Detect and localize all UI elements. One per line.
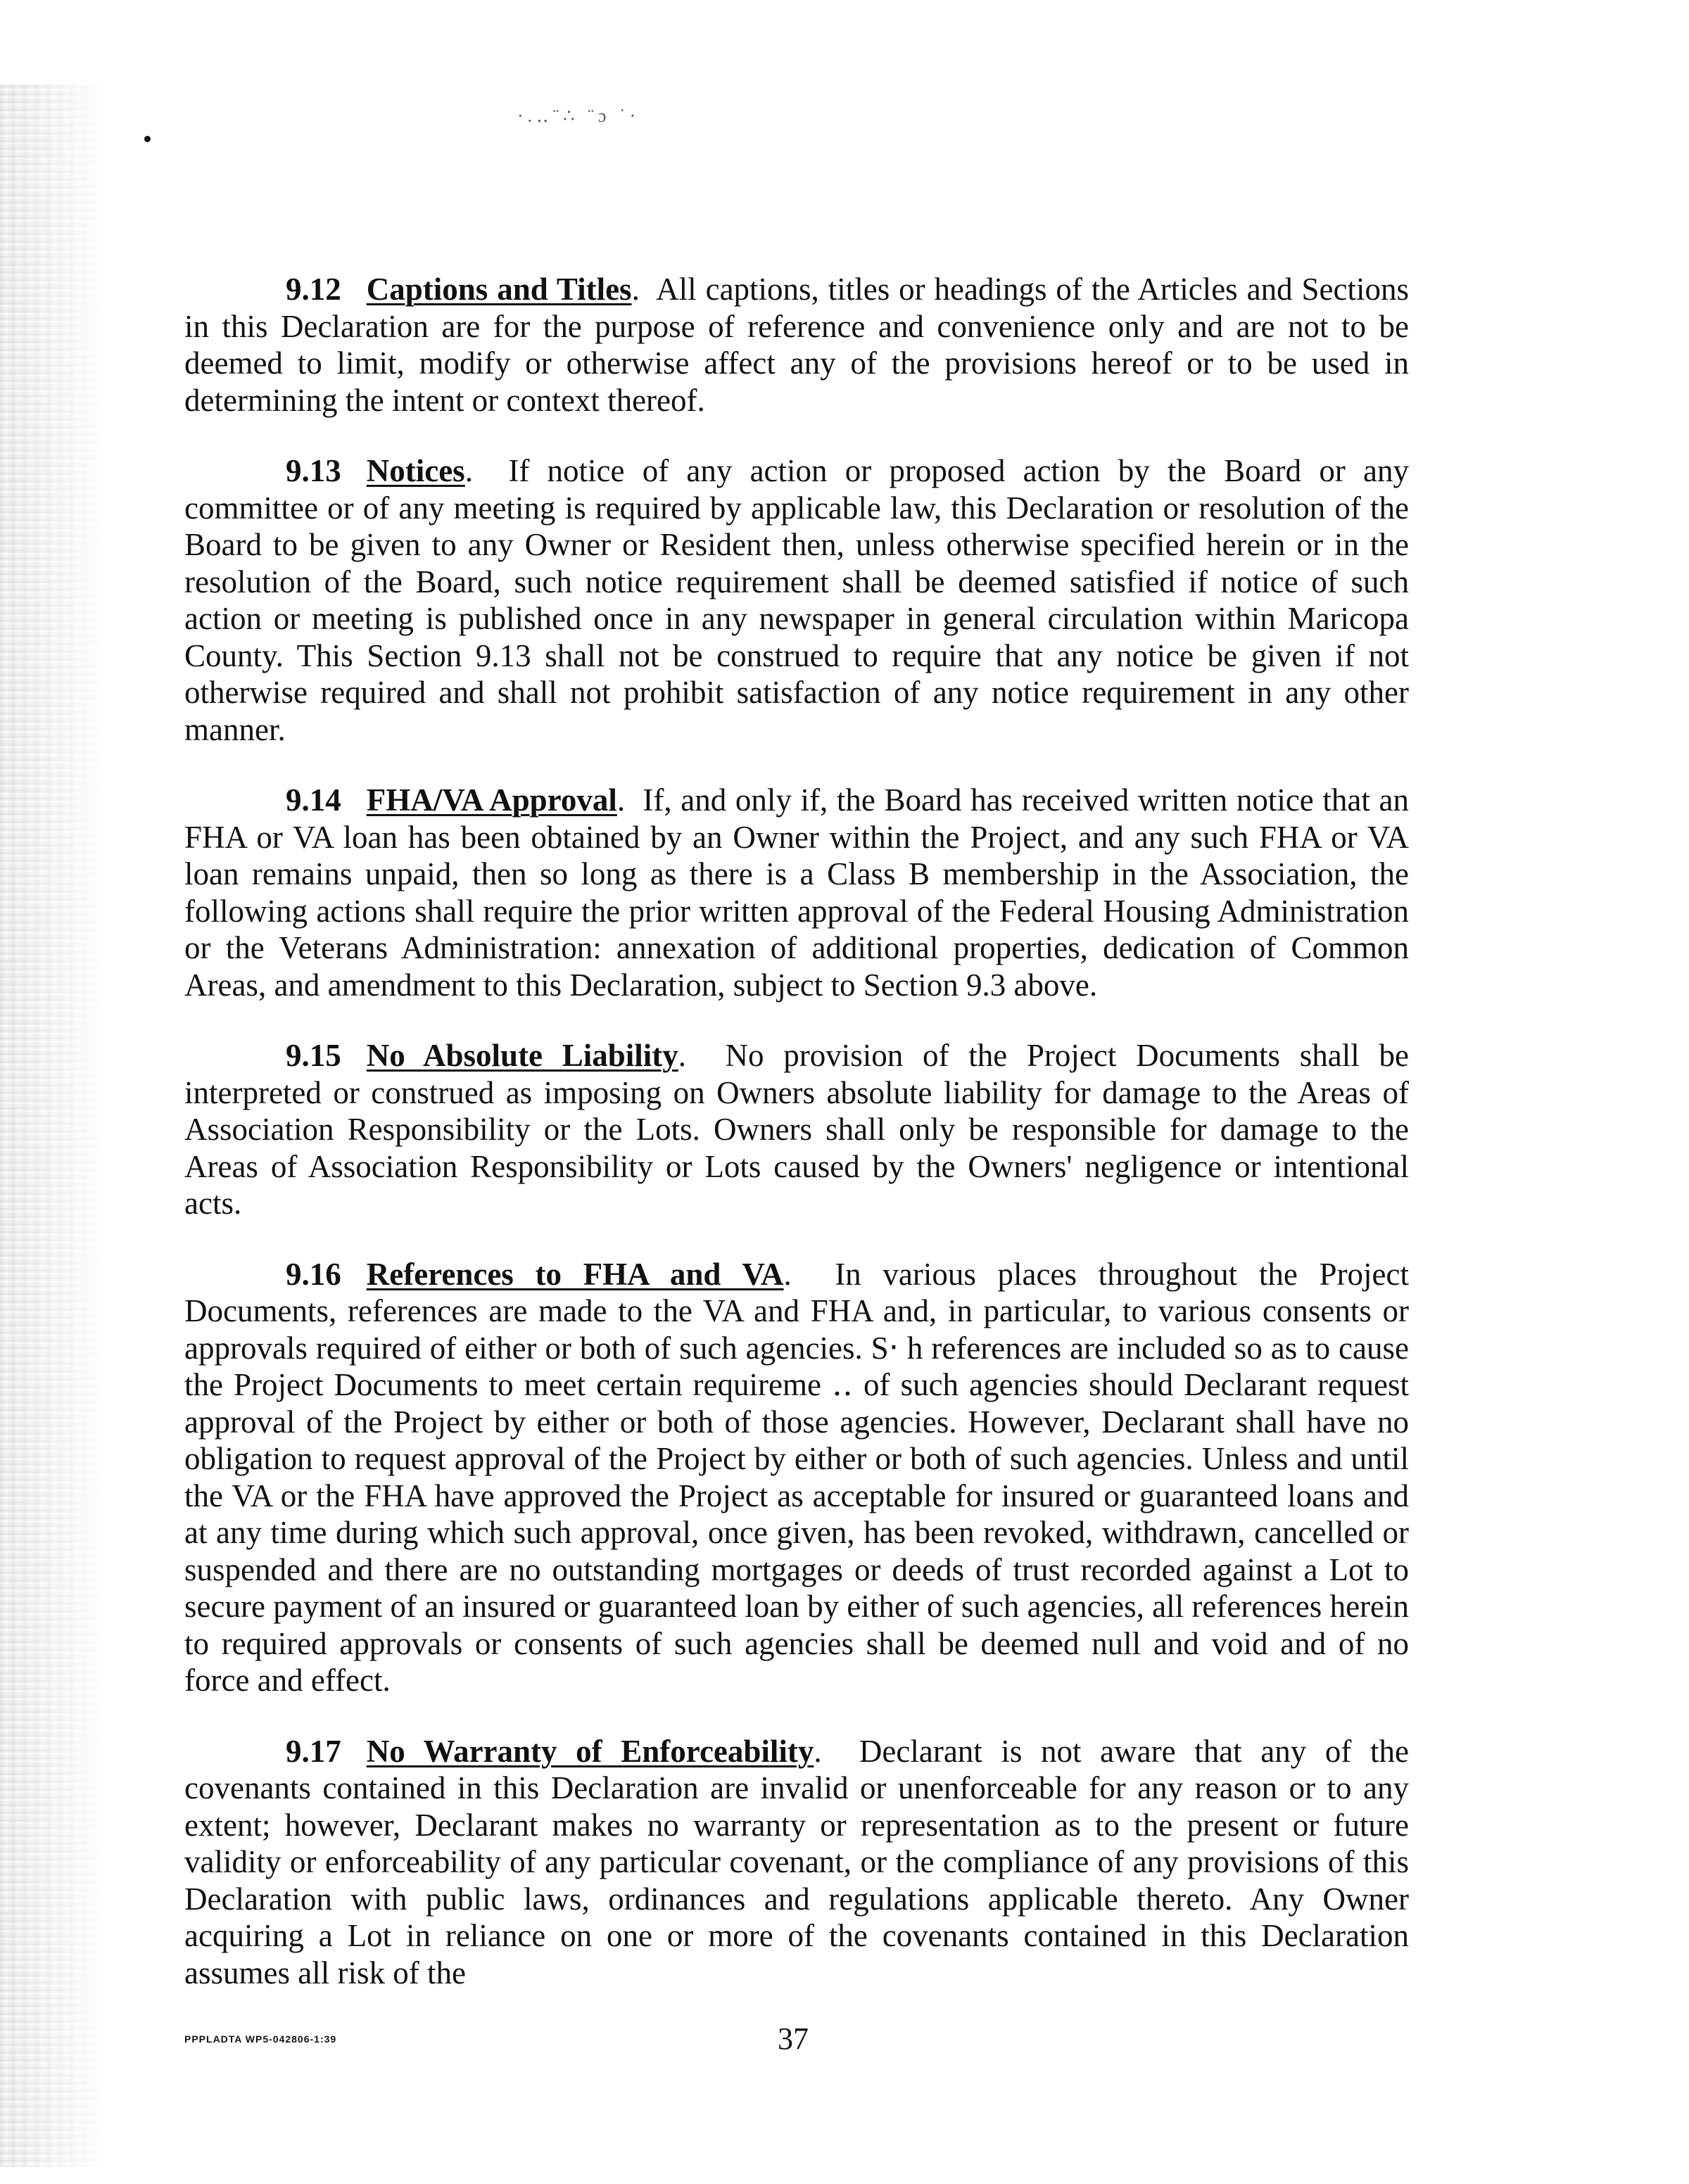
section-title: No Absolute Liability — [366, 1038, 678, 1073]
margin-bullet-mark — [144, 136, 151, 142]
section-number: 9.14 — [286, 782, 341, 818]
section-body: If notice of any action or proposed action by the Board or any committee or of any meeting is required by applicable law, this Declaration or resolution of the Board to be given to any Owner or Resident then, unless otherwise specified herein or in the resolution of the Board, such notice requirement shall be deemed satisfied if notice of such action or meeting is published once in any newspaper in general circulation within Maricopa County. This Section 9.13 shall not be construed to require that any notice be given if not otherwise required and shall not prohibit satisfaction of any notice requirement in any other manner. — [184, 453, 1409, 747]
scan-edge-fade — [0, 84, 106, 2167]
section-number: 9.12 — [286, 272, 341, 307]
section-number: 9.17 — [286, 1733, 341, 1769]
section-9-16: 9.16 References to FHA and VA. In various places throughout the Project Documents, references are made to the VA and FHA and, in particular, to various consents or approvals required of either or both of such agencies. S‧ h references are included so as to cause the Project Documents to meet certain requireme ‥ of such agencies should Declarant request approval of the Project by either or both of those agencies. However, Declarant shall have no obligation to request approval of the Project by either or both of such agencies. Unless and until the VA or the FHA have approved the Project as acceptable for insured or guaranteed loans and at any time during which such approval, once given, has been revoked, withdrawn, cancelled or suspended and there are no outstanding mortgages or deeds of trust recorded against a Lot to secure payment of an insured or guaranteed loan by either of such agencies, all references herein to required approvals or consents of such agencies shall be deemed null and void and of no force and effect. — [184, 1256, 1410, 1698]
section-body: In various places throughout the Project Documents, references are made to the VA and FHA and, in particular, to various consents or approvals required of either or both of such agencies. S‧ h references are included so as to cause the Project Documents to meet certain requireme ‥ of such agencies should Declarant request approval of the Project by either or both of those agencies. However, Declarant shall have no obligation to request approval of the Project by either or both of such agencies. Unless and until the VA or the FHA have approved the Project as acceptable for insured or guaranteed loans and at any time during which such approval, once given, has been revoked, withdrawn, cancelled or suspended and there are no outstanding mortgages or deeds of trust recorded against a Lot to secure payment of an insured or guaranteed loan by either of such agencies, all references herein to required approvals or consents of such agencies shall be deemed null and void and of no force and effect. — [184, 1256, 1410, 1698]
section-title: FHA/VA Approval — [366, 782, 617, 818]
section-body: If, and only if, the Board has received written notice that an FHA or VA loan has been obtained by an Owner within the Project, and any such FHA or VA loan remains unpaid, then so long as there is a Class B membership in the Association, the following actions shall require the prior written approval of the Federal Housing Administration or the Veterans Administration: annexation of additional properties, dedication of Common Areas, and amendment to this Declaration, subject to Section 9.3 above. — [184, 782, 1409, 1003]
section-body: Declarant is not aware that any of the covenants contained in this Declaration are invalid or unenforceable for any reason or to any extent; however, Declarant makes no warranty or representation as to the present or future validity or enforceability of any particular covenant, or the compliance of any provisions of this Declaration with public laws, ordinances and regulations applicable thereto. Any Owner acquiring a Lot in reliance on one or more of the covenants contained in this Declaration assumes all risk of the — [184, 1733, 1409, 1991]
section-number: 9.16 — [286, 1256, 341, 1292]
page-number: 37 — [778, 2021, 809, 2056]
section-9-12: 9.12 Captions and Titles. All captions, titles or headings of the Articles and Sections in this Declaration are for the purpose of reference and convenience only and are not to be deemed to limit, modify or otherwise affect any of the provisions hereof or to be used in determining the intent or context thereof. — [184, 272, 1409, 418]
section-number: 9.13 — [286, 453, 341, 488]
section-9-17: 9.17 No Warranty of Enforceability. Declarant is not aware that any of the covenants contained in this Declaration are invalid or unenforceable for any reason or to any extent; however, Declarant makes no warranty or representation as to the present or future validity or enforceability of any particular covenant, or the compliance of any provisions of this Declaration with public laws, ordinances and regulations applicable thereto. Any Owner acquiring a Lot in reliance on one or more of the covenants contained in this Declaration assumes all risk of the — [184, 1733, 1409, 1991]
section-title: Captions and Titles — [366, 272, 632, 307]
footer-document-code: PPPLADTA WP5-042806-1:39 — [184, 2033, 337, 2045]
header-scan-marks: ·.‥¨∴ ¨ɔ ˙· — [517, 106, 640, 126]
section-9-13: 9.13 Notices. If notice of any action or proposed action by the Board or any committee or of any meeting is required by applicable law, this Declaration or resolution of the Board to be given to any Owner or Resident then, unless otherwise specified herein or in the resolution of the Board, such notice requirement shall be deemed satisfied if notice of such action or meeting is published once in any newspaper in general circulation within Maricopa County. This Section 9.13 shall not be construed to require that any notice be given if not otherwise required and shall not prohibit satisfaction of any notice requirement in any other manner. — [184, 453, 1409, 747]
document-body — [184, 271, 1409, 2025]
section-number: 9.15 — [286, 1038, 341, 1073]
section-title: Notices — [366, 453, 465, 488]
section-9-15: 9.15 No Absolute Liability. No provision of the Project Documents shall be interpreted or construed as imposing on Owners absolute liability for damage to the Areas of Association Responsibility or the Lots. Owners shall only be responsible for damage to the Areas of Association Responsibility or Lots caused by the Owners' negligence or intentional acts. — [184, 1038, 1409, 1221]
section-body: No provision of the Project Documents shall be interpreted or construed as imposing on Owners absolute liability for damage to the Areas of Association Responsibility or the Lots. Owners shall only be responsible for damage to the Areas of Association Responsibility or Lots caused by the Owners' negligence or intentional acts. — [184, 1038, 1409, 1221]
section-9-14: 9.14 FHA/VA Approval. If, and only if, the Board has received written notice that an FHA or VA loan has been obtained by an Owner within the Project, and any such FHA or VA loan remains unpaid, then so long as there is a Class B membership in the Association, the following actions shall require the prior written approval of the Federal Housing Administration or the Veterans Administration: annexation of additional properties, dedication of Common Areas, and amendment to this Declaration, subject to Section 9.3 above. — [184, 782, 1409, 1003]
section-title: References to FHA and VA — [366, 1256, 784, 1292]
section-body: All captions, titles or headings of the Articles and Sections in this Declaration are for the purpose of reference and convenience only and are not to be deemed to limit, modify or otherwise affect any of the provisions hereof or to be used in determining the intent or context thereof. — [184, 272, 1409, 418]
section-title: No Warranty of Enforceability — [366, 1733, 814, 1769]
